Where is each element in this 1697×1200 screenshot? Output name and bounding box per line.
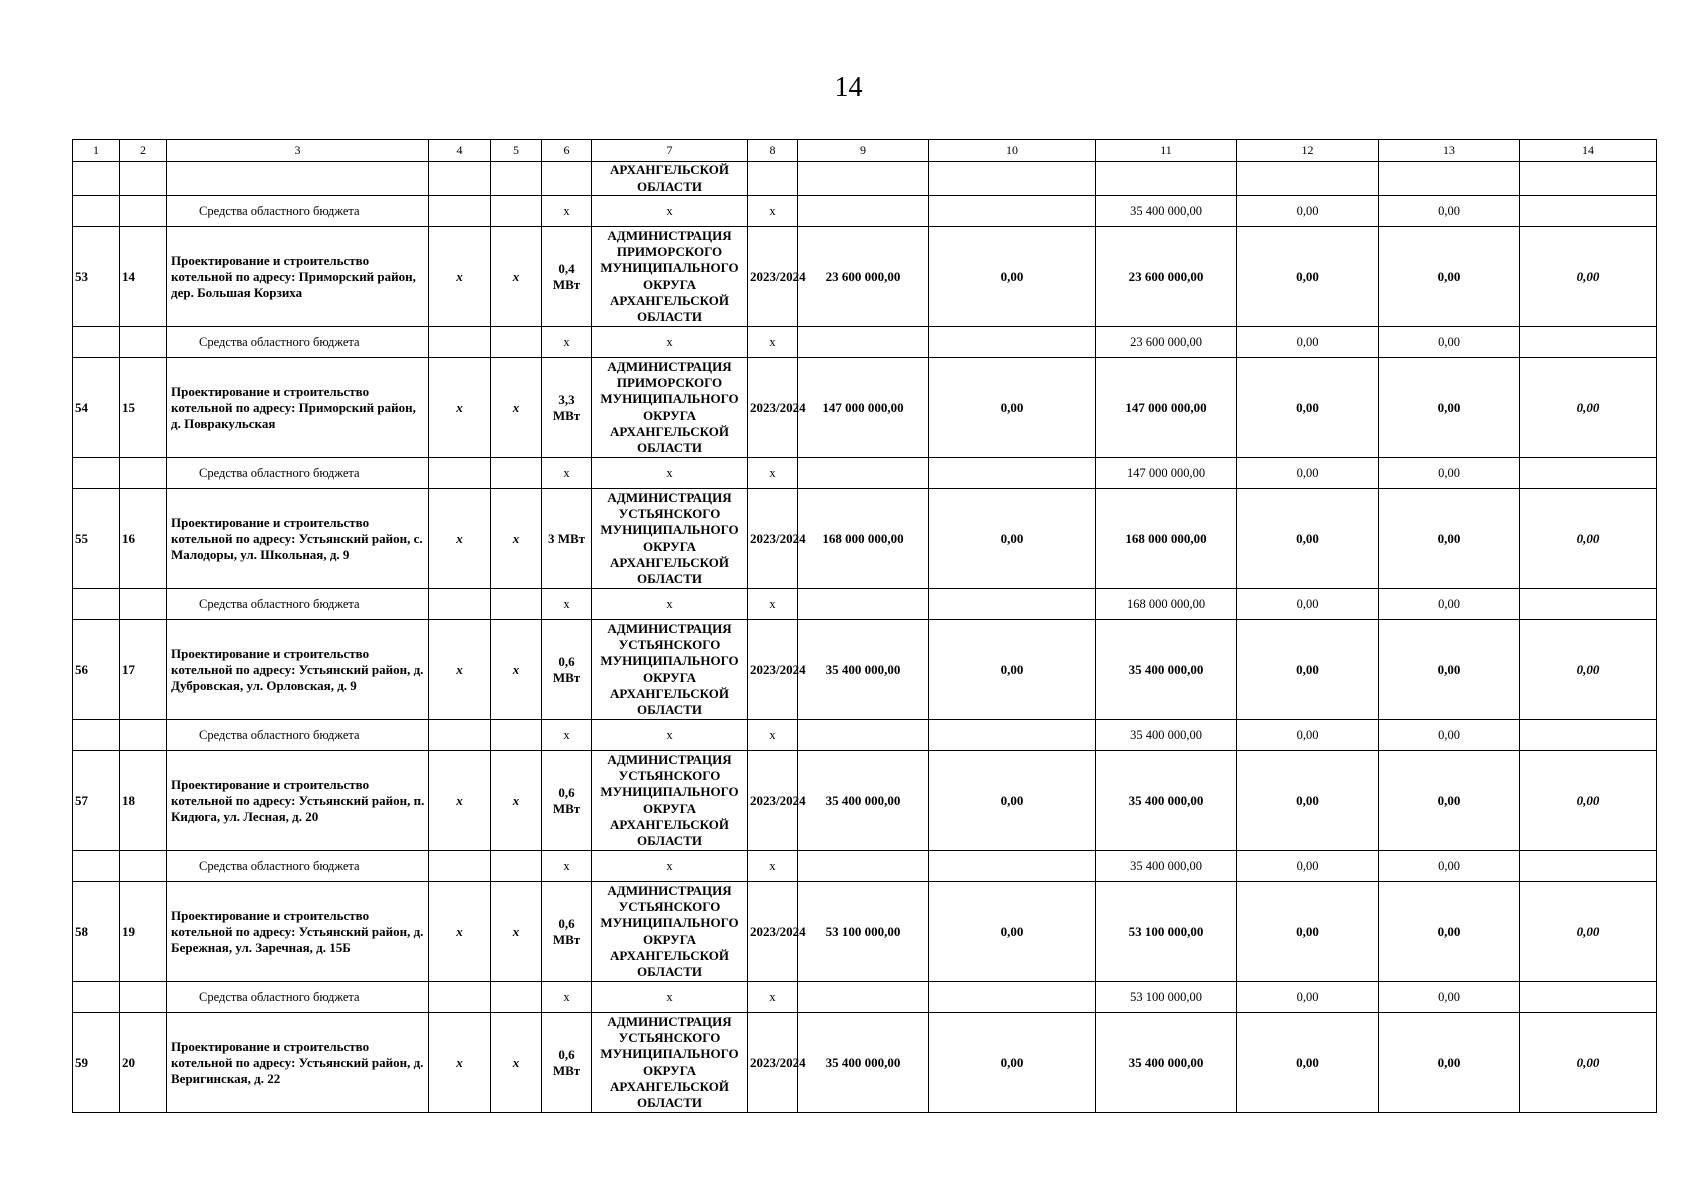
column-number: 6: [542, 140, 592, 162]
item-number: 14: [120, 227, 167, 327]
project-description: Проектирование и строительство котельной по адресу: Устьянский район, с. Малодоры, ул. Школьная, д. 9: [167, 489, 429, 589]
cell-13: 0,00: [1379, 196, 1520, 227]
cell-8: х: [748, 458, 798, 489]
cell-5: х: [491, 227, 542, 327]
project-row: [73, 751, 1657, 851]
years-cell: 2023/2024: [748, 1013, 798, 1113]
column-number: 2: [120, 140, 167, 162]
funding-source-row: [73, 720, 1657, 751]
years-cell: 2023/2024: [748, 751, 798, 851]
cell-10: 0,00: [929, 227, 1096, 327]
funding-source-label: Средства областного бюджета: [167, 458, 429, 489]
cell-10: 0,00: [929, 882, 1096, 982]
cell-7: х: [592, 589, 748, 620]
cell-12: 0,00: [1237, 882, 1379, 982]
cell-5: х: [491, 489, 542, 589]
cell-6: х: [542, 327, 592, 358]
capacity-cell: 0,6 МВт: [542, 882, 592, 982]
project-description: Проектирование и строительство котельной по адресу: Устьянский район, д. Бережная, ул. Заречная, д. 15Б: [167, 882, 429, 982]
cell-12: 0,00: [1237, 227, 1379, 327]
project-row: [73, 882, 1657, 982]
row-number: 55: [73, 489, 120, 589]
column-number: 12: [1237, 140, 1379, 162]
cell-14: 0,00: [1520, 882, 1657, 982]
cell-14: 0,00: [1520, 620, 1657, 720]
cell-8: х: [748, 851, 798, 882]
cell-7: х: [592, 982, 748, 1013]
cell-13: 0,00: [1379, 458, 1520, 489]
row-number: 57: [73, 751, 120, 851]
cell-12: 0,00: [1237, 620, 1379, 720]
cell-6: х: [542, 982, 592, 1013]
row-number: 59: [73, 1013, 120, 1113]
cell-6: х: [542, 720, 592, 751]
funding-source-label: Средства областного бюджета: [167, 720, 429, 751]
cell-9: 53 100 000,00: [798, 882, 929, 982]
cell-14: 0,00: [1520, 1013, 1657, 1113]
page-number: 14: [834, 72, 863, 103]
cell-10: 0,00: [929, 1013, 1096, 1113]
organization-cell: АРХАНГЕЛЬСКОЙ ОБЛАСТИ: [592, 162, 748, 196]
project-description: Проектирование и строительство котельной по адресу: Приморский район, дер. Большая Корзиха: [167, 227, 429, 327]
funding-source-label: Средства областного бюджета: [167, 327, 429, 358]
funding-source-label: Средства областного бюджета: [167, 589, 429, 620]
cell-10: 0,00: [929, 358, 1096, 458]
cell-14: 0,00: [1520, 751, 1657, 851]
capacity-cell: 0,6 МВт: [542, 1013, 592, 1113]
column-number: 7: [592, 140, 748, 162]
cell-14: 0,00: [1520, 358, 1657, 458]
organization-cell: АДМИНИСТРАЦИЯ ПРИМОРСКОГО МУНИЦИПАЛЬНОГО ОКРУГА АРХАНГЕЛЬСКОЙ ОБЛАСТИ: [592, 358, 748, 458]
capacity-cell: 0,4 МВт: [542, 227, 592, 327]
cell-14: 0,00: [1520, 227, 1657, 327]
cell-13: 0,00: [1379, 327, 1520, 358]
column-number: 1: [73, 140, 120, 162]
cell-13: 0,00: [1379, 620, 1520, 720]
cell-6: х: [542, 458, 592, 489]
cell-11: 168 000 000,00: [1096, 589, 1237, 620]
cell-11: 53 100 000,00: [1096, 982, 1237, 1013]
cell-12: 0,00: [1237, 720, 1379, 751]
cell-13: 0,00: [1379, 589, 1520, 620]
cell-7: х: [592, 851, 748, 882]
cell-13: 0,00: [1379, 882, 1520, 982]
capacity-cell: 3,3 МВт: [542, 358, 592, 458]
project-row: [73, 227, 1657, 327]
cell-7: х: [592, 196, 748, 227]
cell-12: 0,00: [1237, 358, 1379, 458]
cell-11: 147 000 000,00: [1096, 458, 1237, 489]
capacity-cell: 3 МВт: [542, 489, 592, 589]
cell-11: 168 000 000,00: [1096, 489, 1237, 589]
cell-9: 35 400 000,00: [798, 620, 929, 720]
project-description: Проектирование и строительство котельной по адресу: Устьянский район, д. Веригинская, д. 22: [167, 1013, 429, 1113]
funding-source-label: Средства областного бюджета: [167, 851, 429, 882]
cell-12: 0,00: [1237, 1013, 1379, 1113]
cell-9: 147 000 000,00: [798, 358, 929, 458]
cell-8: х: [748, 982, 798, 1013]
item-number: 17: [120, 620, 167, 720]
cell-4: х: [429, 620, 491, 720]
cell-7: х: [592, 458, 748, 489]
cell-4: х: [429, 751, 491, 851]
cell-12: 0,00: [1237, 589, 1379, 620]
cell-13: 0,00: [1379, 982, 1520, 1013]
item-number: 16: [120, 489, 167, 589]
cell-12: 0,00: [1237, 489, 1379, 589]
cell-12: 0,00: [1237, 982, 1379, 1013]
cell-8: х: [748, 720, 798, 751]
funding-source-row: [73, 196, 1657, 227]
funding-source-row: [73, 851, 1657, 882]
cell-5: х: [491, 882, 542, 982]
cell-13: 0,00: [1379, 227, 1520, 327]
cell-9: 168 000 000,00: [798, 489, 929, 589]
item-number: 19: [120, 882, 167, 982]
column-number: 4: [429, 140, 491, 162]
cell-9: 23 600 000,00: [798, 227, 929, 327]
cell-11: 53 100 000,00: [1096, 882, 1237, 982]
financing-table: [72, 139, 1657, 1113]
cell-10: 0,00: [929, 751, 1096, 851]
cell-11: 147 000 000,00: [1096, 358, 1237, 458]
row-number: 58: [73, 882, 120, 982]
funding-source-label: Средства областного бюджета: [167, 196, 429, 227]
row-number: 54: [73, 358, 120, 458]
cell-9: 35 400 000,00: [798, 1013, 929, 1113]
cell-5: х: [491, 1013, 542, 1113]
funding-source-label: Средства областного бюджета: [167, 982, 429, 1013]
cell-12: 0,00: [1237, 196, 1379, 227]
cell-7: х: [592, 327, 748, 358]
cell-11: 35 400 000,00: [1096, 720, 1237, 751]
cell-8: х: [748, 589, 798, 620]
cell-11: 35 400 000,00: [1096, 751, 1237, 851]
cell-13: 0,00: [1379, 851, 1520, 882]
cell-4: х: [429, 1013, 491, 1113]
cell-5: х: [491, 358, 542, 458]
cell-13: 0,00: [1379, 751, 1520, 851]
organization-cell: АДМИНИСТРАЦИЯ УСТЬЯНСКОГО МУНИЦИПАЛЬНОГО ОКРУГА АРХАНГЕЛЬСКОЙ ОБЛАСТИ: [592, 489, 748, 589]
cell-13: 0,00: [1379, 489, 1520, 589]
project-description: Проектирование и строительство котельной по адресу: Приморский район, д. Повракульская: [167, 358, 429, 458]
years-cell: 2023/2024: [748, 489, 798, 589]
item-number: 15: [120, 358, 167, 458]
years-cell: 2023/2024: [748, 882, 798, 982]
column-number: 8: [748, 140, 798, 162]
cell-4: х: [429, 882, 491, 982]
cell-8: х: [748, 327, 798, 358]
cell-6: х: [542, 196, 592, 227]
organization-cell: АДМИНИСТРАЦИЯ ПРИМОРСКОГО МУНИЦИПАЛЬНОГО ОКРУГА АРХАНГЕЛЬСКОЙ ОБЛАСТИ: [592, 227, 748, 327]
funding-source-row: [73, 982, 1657, 1013]
item-number: 20: [120, 1013, 167, 1113]
cell-14: 0,00: [1520, 489, 1657, 589]
column-number-row: [73, 140, 1657, 162]
funding-source-row: [73, 327, 1657, 358]
project-description: Проектирование и строительство котельной по адресу: Устьянский район, д. Дубровская, ул. Орловская, д. 9: [167, 620, 429, 720]
cell-5: х: [491, 620, 542, 720]
project-row: [73, 358, 1657, 458]
organization-cell: АДМИНИСТРАЦИЯ УСТЬЯНСКОГО МУНИЦИПАЛЬНОГО ОКРУГА АРХАНГЕЛЬСКОЙ ОБЛАСТИ: [592, 882, 748, 982]
years-cell: 2023/2024: [748, 227, 798, 327]
funding-source-row: [73, 458, 1657, 489]
cell-12: 0,00: [1237, 458, 1379, 489]
organization-cell: АДМИНИСТРАЦИЯ УСТЬЯНСКОГО МУНИЦИПАЛЬНОГО ОКРУГА АРХАНГЕЛЬСКОЙ ОБЛАСТИ: [592, 620, 748, 720]
cell-5: х: [491, 751, 542, 851]
years-cell: 2023/2024: [748, 620, 798, 720]
cell-11: 23 600 000,00: [1096, 327, 1237, 358]
cell-12: 0,00: [1237, 851, 1379, 882]
cell-8: х: [748, 196, 798, 227]
organization-cell: АДМИНИСТРАЦИЯ УСТЬЯНСКОГО МУНИЦИПАЛЬНОГО ОКРУГА АРХАНГЕЛЬСКОЙ ОБЛАСТИ: [592, 751, 748, 851]
continuation-row: [73, 162, 1657, 196]
cell-9: 35 400 000,00: [798, 751, 929, 851]
project-row: [73, 489, 1657, 589]
cell-4: х: [429, 227, 491, 327]
column-number: 11: [1096, 140, 1237, 162]
column-number: 14: [1520, 140, 1657, 162]
project-row: [73, 620, 1657, 720]
project-description: Проектирование и строительство котельной по адресу: Устьянский район, п. Кидюга, ул. Лесная, д. 20: [167, 751, 429, 851]
organization-cell: АДМИНИСТРАЦИЯ УСТЬЯНСКОГО МУНИЦИПАЛЬНОГО ОКРУГА АРХАНГЕЛЬСКОЙ ОБЛАСТИ: [592, 1013, 748, 1113]
cell-4: х: [429, 358, 491, 458]
capacity-cell: 0,6 МВт: [542, 751, 592, 851]
cell-13: 0,00: [1379, 1013, 1520, 1113]
cell-13: 0,00: [1379, 358, 1520, 458]
cell-13: 0,00: [1379, 720, 1520, 751]
cell-11: 35 400 000,00: [1096, 851, 1237, 882]
cell-11: 35 400 000,00: [1096, 620, 1237, 720]
column-number: 13: [1379, 140, 1520, 162]
item-number: 18: [120, 751, 167, 851]
cell-4: х: [429, 489, 491, 589]
column-number: 5: [491, 140, 542, 162]
cell-6: х: [542, 851, 592, 882]
project-row: [73, 1013, 1657, 1113]
row-number: 56: [73, 620, 120, 720]
cell-11: 35 400 000,00: [1096, 196, 1237, 227]
cell-6: х: [542, 589, 592, 620]
cell-11: 35 400 000,00: [1096, 1013, 1237, 1113]
cell-10: 0,00: [929, 489, 1096, 589]
cell-10: 0,00: [929, 620, 1096, 720]
column-number: 3: [167, 140, 429, 162]
cell-12: 0,00: [1237, 327, 1379, 358]
funding-source-row: [73, 589, 1657, 620]
cell-12: 0,00: [1237, 751, 1379, 851]
column-number: 9: [798, 140, 929, 162]
cell-7: х: [592, 720, 748, 751]
row-number: 53: [73, 227, 120, 327]
cell-11: 23 600 000,00: [1096, 227, 1237, 327]
capacity-cell: 0,6 МВт: [542, 620, 592, 720]
column-number: 10: [929, 140, 1096, 162]
years-cell: 2023/2024: [748, 358, 798, 458]
